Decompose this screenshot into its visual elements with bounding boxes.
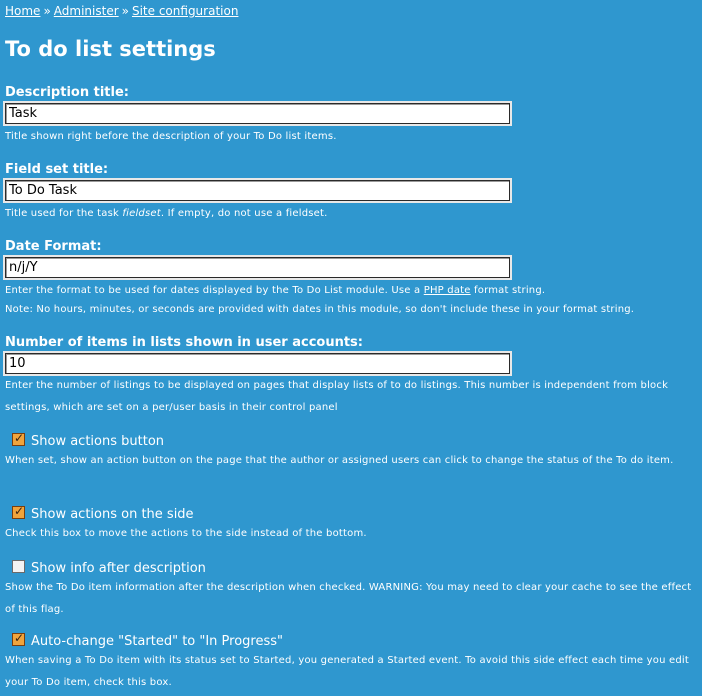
breadcrumb-separator: » <box>121 4 129 18</box>
fieldset-title-help <box>5 203 693 225</box>
show-info-after-help: Show the To Do item information after the description when checked. WARNING: You may need to clear your cache to see the effect of this flag. <box>5 582 692 615</box>
fieldset-help-emphasis: fieldset <box>122 208 161 219</box>
auto-change-checkbox[interactable] <box>12 633 25 646</box>
show-actions-button-checkbox[interactable] <box>12 433 25 446</box>
breadcrumb-separator: » <box>43 4 51 18</box>
breadcrumb-home-link[interactable]: Home <box>5 4 41 18</box>
fieldset-title-input[interactable] <box>5 180 510 201</box>
show-info-after-label: Show info after description <box>31 561 206 576</box>
page-title: To do list settings <box>5 37 216 61</box>
date-format-label: Date Format: <box>5 239 102 254</box>
date-format-input[interactable] <box>5 257 510 278</box>
checkmark-icon: ✓ <box>14 631 25 645</box>
show-actions-button-option[interactable] <box>5 433 164 450</box>
fieldset-title-label: Field set title: <box>5 162 109 177</box>
checkmark-icon: ✓ <box>14 431 25 445</box>
show-info-after-option[interactable] <box>5 560 206 577</box>
items-count-input[interactable] <box>5 353 510 374</box>
date-format-help-text-end: format string. <box>470 285 546 296</box>
description-title-input[interactable] <box>5 103 510 124</box>
fieldset-help-text: Title used for the task <box>5 208 123 219</box>
show-actions-side-label: Show actions on the side <box>31 507 194 522</box>
show-actions-button-help: When set, show an action button on the page that the author or assigned users can click to change the status of the To do item. <box>5 455 674 466</box>
auto-change-label: Auto-change "Started" to "In Progress" <box>31 634 284 649</box>
items-count-help: Enter the number of listings to be displayed on pages that display lists of to do listings. This number is independent from block settings, which are set on a per/user basis in their control panel <box>5 380 669 413</box>
breadcrumb-administer-link[interactable]: Administer <box>53 4 119 18</box>
auto-change-help: When saving a To Do item with its status set to Started, you generated a Started event. To avoid this side effect each time you edit your To Do item, check this box. <box>5 655 689 688</box>
date-format-note: Note: No hours, minutes, or seconds are provided with dates in this module, so don't include these in your format string. <box>5 304 635 315</box>
show-actions-side-checkbox[interactable] <box>12 506 25 519</box>
breadcrumb-site-configuration-link[interactable]: Site configuration <box>131 4 239 18</box>
php-date-link[interactable]: PHP date <box>423 285 471 296</box>
description-title-label: Description title: <box>5 85 129 100</box>
items-count-label: Number of items in lists shown in user accounts: <box>5 335 363 350</box>
show-info-after-checkbox[interactable] <box>12 560 25 573</box>
date-format-help-text: Enter the format to be used for dates displayed by the To Do List module. Use a <box>5 285 424 296</box>
checkmark-icon: ✓ <box>14 504 25 518</box>
show-actions-button-label: Show actions button <box>31 434 165 449</box>
show-actions-side-help: Check this box to move the actions to the side instead of the bottom. <box>5 528 367 539</box>
auto-change-option[interactable] <box>5 633 283 650</box>
show-actions-side-option[interactable] <box>5 506 194 523</box>
breadcrumb <box>5 4 238 18</box>
fieldset-help-text-end: . If empty, do not use a fieldset. <box>160 208 328 219</box>
description-title-help: Title shown right before the description of your To Do list items. <box>5 131 337 142</box>
